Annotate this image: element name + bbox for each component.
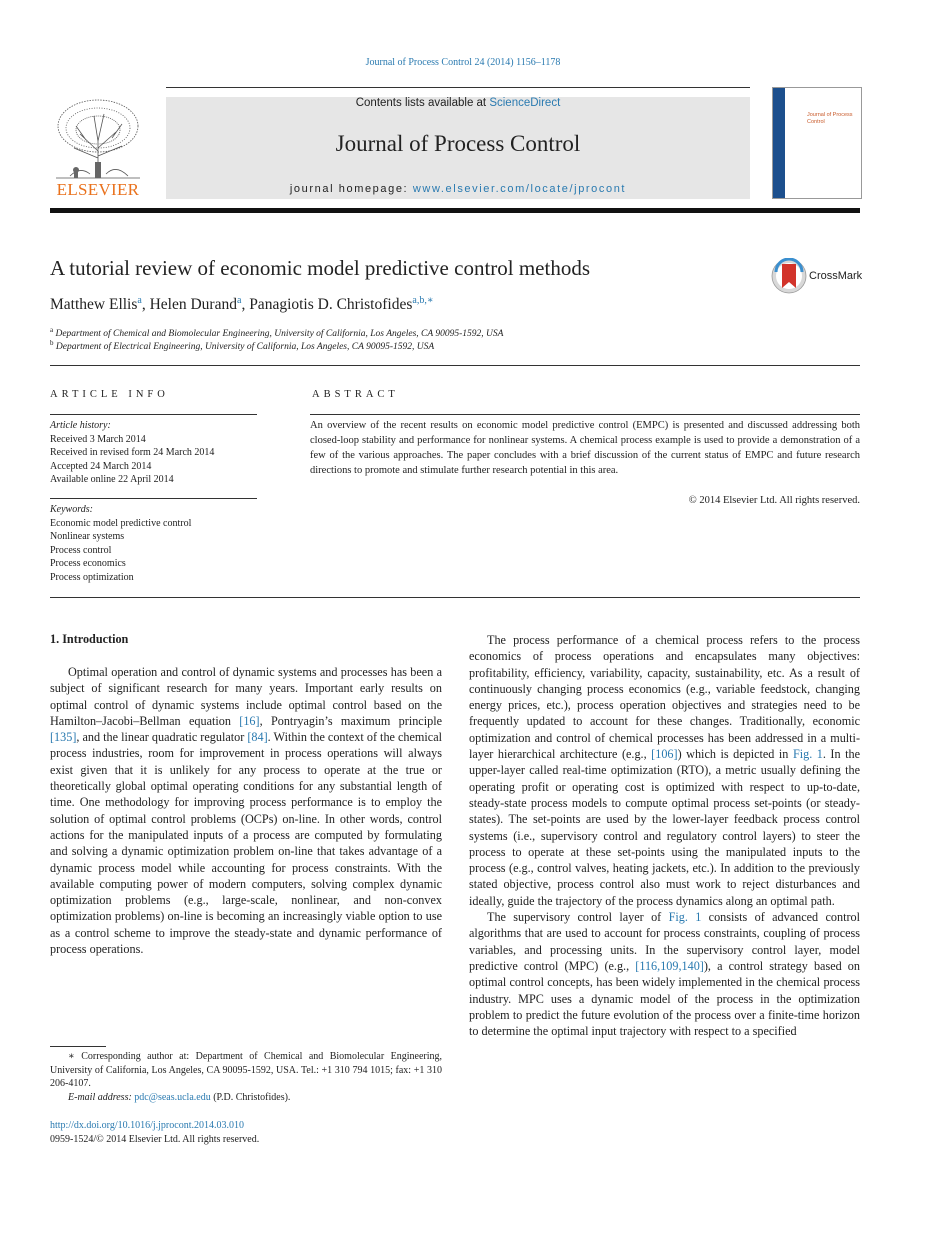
affiliation-b: $^b$ Department of Electrical Engineering, University of California, Los Angeles, CA 90095-1592, USA: [50, 339, 435, 353]
article-info-rule: [50, 414, 257, 415]
keywords-rule: [50, 498, 257, 499]
journal-title: Journal of Process Control: [335, 131, 581, 156]
figure-link[interactable]: Fig. 1: [792, 747, 823, 762]
section-heading-introduction: 1. Introduction: [50, 632, 129, 646]
author-list: Matthew Ellis$^a$, Helen Durand$^a$, Panagiotis D. Christofides$^{a,b,∗}$: [50, 295, 434, 314]
author-affil-sup: a: [236, 295, 242, 306]
header-top-rule: [166, 87, 750, 88]
abstract-heading: ABSTRACT: [312, 389, 399, 400]
footnote: [50, 1050, 442, 1104]
history-item: Received in revised form 24 March 2014: [50, 447, 215, 458]
keyword: Economic model predictive control: [50, 517, 192, 529]
author-affil-sup: a: [137, 295, 142, 306]
journal-reference[interactable]: Journal of Process Control 24 (2014) 1156–1178: [365, 57, 561, 68]
sciencedirect-link[interactable]: ScienceDirect: [489, 97, 561, 109]
intro-paragraph: The supervisory control layer of Fig. 1 consists of advanced control algorithms that are used to account for process constraints, coupling of process variables, and processing units. In the supervisory control layer, model predictive control (MPC) (e.g., [116,109,140]), a control strategy based on optimal control concepts, has been widely implemented in the chemical process industry. MPC uses a dynamic model of the process in the optimization problem to predict the future evolution of the process over a finite-time horizon to determine the optimal input trajectory with respect to a specified: [469, 910, 860, 1039]
affiliation-a: $^a$ Department of Chemical and Biomolecular Engineering, University of California, Los Angeles, CA 90095-1592, USA: [50, 326, 504, 340]
history-item: Received 3 March 2014: [50, 433, 146, 445]
citation-link[interactable]: [16]: [239, 713, 260, 728]
keywords-label: Keywords:: [50, 504, 93, 515]
email-note: E-mail address: pdc@seas.ucla.edu (P.D. Christofides).: [68, 1091, 291, 1103]
doi-block: [50, 1119, 259, 1146]
keyword: Process control: [50, 544, 112, 556]
abstract-rule: [310, 414, 860, 415]
citation-link[interactable]: [116,109,140]: [635, 958, 704, 973]
article-info-heading: ARTICLE INFO: [50, 389, 169, 400]
homepage-link[interactable]: www.elsevier.com/locate/jprocont: [412, 183, 627, 195]
history-label: Article history:: [50, 420, 111, 431]
crossmark-icon[interactable]: [771, 258, 807, 294]
abstract-copyright: © 2014 Elsevier Ltd. All rights reserved.: [688, 495, 860, 506]
citation-link[interactable]: [106]: [651, 747, 678, 762]
contents-prefix: Contents lists available at: [355, 97, 490, 109]
keywords: [50, 503, 257, 584]
article-history: [50, 419, 257, 487]
intro-left-column: [50, 664, 442, 957]
cover-title: Journal of Process Control: [807, 112, 853, 125]
keyword: Process optimization: [50, 571, 134, 583]
abstract-text: An overview of the recent results on economic model predictive control (EMPC) is presented and discussed addressing both closed-loop stability and performance for nonlinear systems. A chemical process example is used to provide a demonstration of a few of the various approaches. The paper concludes with a brief discussion of the current status of EMPC and future research directions to promote and stimulate further research potential in this area.: [310, 420, 860, 476]
footnote-rule: [50, 1046, 106, 1047]
header-thick-rule: [50, 208, 860, 213]
contents-line: [166, 97, 750, 109]
corresponding-author-note: ∗ Corresponding author at: Department of Chemical and Biomolecular Engineering, University of California, Los Angeles, CA 90095-1592, USA. Tel.: +1 310 794 1015; fax: +1 310 206-4107.: [50, 1051, 442, 1089]
intro-paragraph: The process performance of a chemical process refers to the process economics of process operations and encapsulates many objectives: profitability, efficiency, variability, capacity, sustainability, etc. As a result of continuously changing process economics (e.g., variable feedstock, changing energy prices, etc.), process operation objectives and strategies need to be frequently updated to account for these changes. Traditionally, economic optimization and control of chemical processes has been addressed in a multi-layer hierarchical architecture (e.g., [106]) which is depicted in Fig. 1. In the upper-layer called real-time optimization (RTO), a metric usually defining the operating profit or operating cost is optimized with respect to up-to-date, steady-state process models to compute optimal process set-points (or steady-states). The set-points are used by the lower-layer feedback process control systems (i.e., supervisory control and regulatory control layers) to steer the process to operate at these set-points using the manipulated inputs to the process (e.g., control valves, heating jackets, etc.). In addition to the previously stated objective, process control also must work to reject disturbances and ideally, guide the trajectory of the process dynamics along an optimal path.: [469, 633, 860, 908]
history-item: Accepted 24 March 2014: [50, 460, 152, 472]
history-item: Available online 22 April 2014: [50, 474, 174, 485]
cover-strip: [773, 88, 785, 198]
intro-paragraph: Optimal operation and control of dynamic systems and processes has been a subject of significant research for many years. Important early results on optimal control of dynamic systems include optimal control based on the Hamilton–Jacobi–Bellman equation [16], Pontryagin’s maximum principle [135], and the linear quadratic regulator [84]. Within the context of the chemical process industries, room for improvement in process operations will always exist given that it is unlikely for any process to operate at the true or theoretically global optimal operating conditions for any substantial length of time. One methodology for improving process performance is to employ the solution of optimal control problems (OCPs) on-line. In other words, control actions for the manipulated inputs of a process are computed by formulating and solving a dynamic optimization problem on-line that takes advantage of a dynamic process model while accounting for process constraints. With the available computing power of modern computers, solving complex dynamic optimization problems (e.g., large-scale, nonlinear, and non-convex optimization problems) on-line is becoming an increasingly viable option to use as a control scheme to improve the steady-state and dynamic performance of process operations.: [50, 665, 442, 957]
intro-right-column: [469, 632, 860, 1039]
author[interactable]: Matthew Ellis: [50, 296, 138, 314]
article-title: A tutorial review of economic model predictive control methods: [50, 256, 591, 280]
crossmark-label[interactable]: CrossMark: [809, 270, 863, 282]
author[interactable]: Panagiotis D. Christofides: [249, 296, 413, 314]
doi-link[interactable]: http://dx.doi.org/10.1016/j.jprocont.2014.03.010: [50, 1120, 244, 1131]
issn-line: 0959-1524/© 2014 Elsevier Ltd. All rights reserved.: [50, 1133, 260, 1145]
elsevier-wordmark: ELSEVIER: [56, 180, 140, 199]
homepage-line: [166, 183, 750, 195]
keyword: Process economics: [50, 558, 126, 569]
abstract-bottom-rule: [50, 597, 860, 598]
citation-link[interactable]: [135]: [50, 730, 77, 745]
figure-link[interactable]: Fig. 1: [668, 910, 702, 925]
homepage-prefix: journal homepage:: [289, 183, 413, 195]
author[interactable]: Helen Durand: [149, 296, 237, 314]
email-link[interactable]: pdc@seas.ucla.edu: [134, 1091, 211, 1103]
title-bottom-rule: [50, 365, 860, 366]
journal-cover-thumbnail: [772, 87, 862, 199]
keyword: Nonlinear systems: [50, 531, 125, 542]
author-affil-sup: a,b,∗: [412, 295, 434, 306]
citation-link[interactable]: [84]: [247, 730, 268, 745]
